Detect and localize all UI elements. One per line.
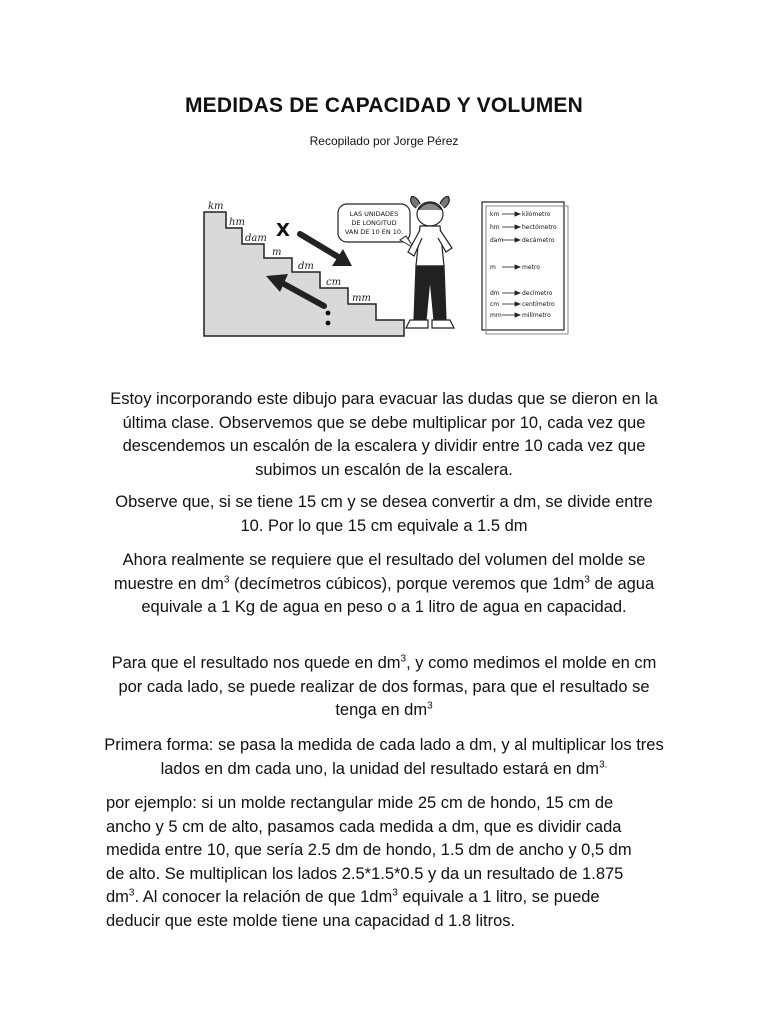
unit-abbr: m xyxy=(490,264,496,271)
unit-abbr: dm xyxy=(490,290,500,297)
speech-bubble-line: DE LONGITUD xyxy=(351,219,397,227)
unit-name: milímetro xyxy=(522,312,551,319)
stair-label-mm: mm xyxy=(352,293,371,304)
paragraph-worked-example xyxy=(106,792,650,933)
paragraph-volume-units xyxy=(104,549,664,620)
text-segment: de agua equivale a 1 Kg de agua en peso o a 1 litro de agua en capacidad. xyxy=(141,574,655,616)
unit-name: hectómetro xyxy=(522,224,557,231)
unit-name: kilómetro xyxy=(522,211,551,218)
text-segment: equivale a 1 litro, se puede deducir que este molde tiene una capacidad d 1.8 litros. xyxy=(106,888,600,930)
unit-table xyxy=(482,202,568,334)
text-segment: . Al conocer la relación de que 1dm xyxy=(134,888,393,906)
paragraph-conversion-example: Observe que, si se tiene 15 cm y se desea convertir a dm, se divide entre 10. Por lo que 15 cm equivale a 1.5 dm xyxy=(115,493,653,535)
unit-abbr: hm xyxy=(490,224,500,231)
stair-label-cm: cm xyxy=(326,277,342,288)
speech-bubble xyxy=(338,204,414,248)
paragraph-first-method xyxy=(104,734,664,781)
superscript: 3 xyxy=(128,887,135,899)
units-staircase-illustration xyxy=(200,196,572,342)
superscript: 3 xyxy=(584,574,590,585)
stair-label-dm: dm xyxy=(298,261,314,272)
text-segment: , y como medimos el molde en cm por cada lado, se puede realizar de dos formas, para que el resultado se tenga en dm xyxy=(118,654,657,719)
stair-label-m: m xyxy=(272,247,282,258)
speech-bubble-line: LAS UNIDADES xyxy=(349,210,399,218)
unit-abbr: mm xyxy=(490,312,502,319)
superscript: 3 xyxy=(392,887,398,899)
text-segment: (decímetros cúbicos), porque veremos que 1dm xyxy=(229,574,585,593)
text-segment: Primera forma: se pasa la medida de cada lado a dm, y al multiplicar los tres lados en dm cada uno, la unidad del resultado estará en dm xyxy=(104,736,664,778)
superscript: 3 xyxy=(400,653,407,665)
unit-name: centímetro xyxy=(522,301,555,308)
superscript: 3 xyxy=(427,700,433,712)
text-segment: por ejemplo: si un molde rectangular mide 25 cm de hondo, 15 cm de ancho y 5 cm de alto, pasamos cada medida a dm, que es dividir cada medida entre 10, que sería 2.5 dm de hondo, 1.5 dm de ancho y 0,5 dm de alto. Se multiplican los lados 2.5*1.5*0.5 y da un resultado de 1.875 dm xyxy=(106,794,632,906)
unit-name: decímetro xyxy=(522,290,553,297)
speech-bubble-line: VAN DE 10 EN 10. xyxy=(344,228,404,236)
unit-name: metro xyxy=(522,264,540,271)
unit-abbr: dam xyxy=(490,237,504,244)
text-segment: Para que el resultado nos quede en dm xyxy=(111,654,401,672)
unit-abbr: km xyxy=(490,211,500,218)
text-segment: Ahora realmente se requiere que el resultado del volumen del molde se muestre en dm xyxy=(113,551,646,593)
units-staircase-figure xyxy=(200,196,572,342)
superscript: 3. xyxy=(599,759,608,770)
unit-abbr: cm xyxy=(490,301,500,308)
stair-label-km: km xyxy=(208,201,224,212)
girl-illustration xyxy=(406,196,454,328)
superscript: 3 xyxy=(223,574,230,585)
paragraph-intro: Estoy incorporando este dibujo para evacuar las dudas que se dieron en la última clase. Observemos que se debe multiplicar por 10, cada vez que descendemos un escalón de la escalera y dividir entre 10 cada vez que subimos un escalón de la escalera. xyxy=(110,390,658,479)
multiply-symbol: X xyxy=(276,220,290,241)
page-title: MEDIDAS DE CAPACIDAD Y VOLUMEN xyxy=(184,94,584,117)
page-subtitle: Recopilado por Jorge Pérez xyxy=(309,134,459,148)
unit-name: decámetro xyxy=(522,237,555,244)
stair-label-hm: hm xyxy=(229,217,245,228)
paragraph-two-methods xyxy=(104,652,664,723)
stair-label-dam: dam xyxy=(245,233,267,244)
